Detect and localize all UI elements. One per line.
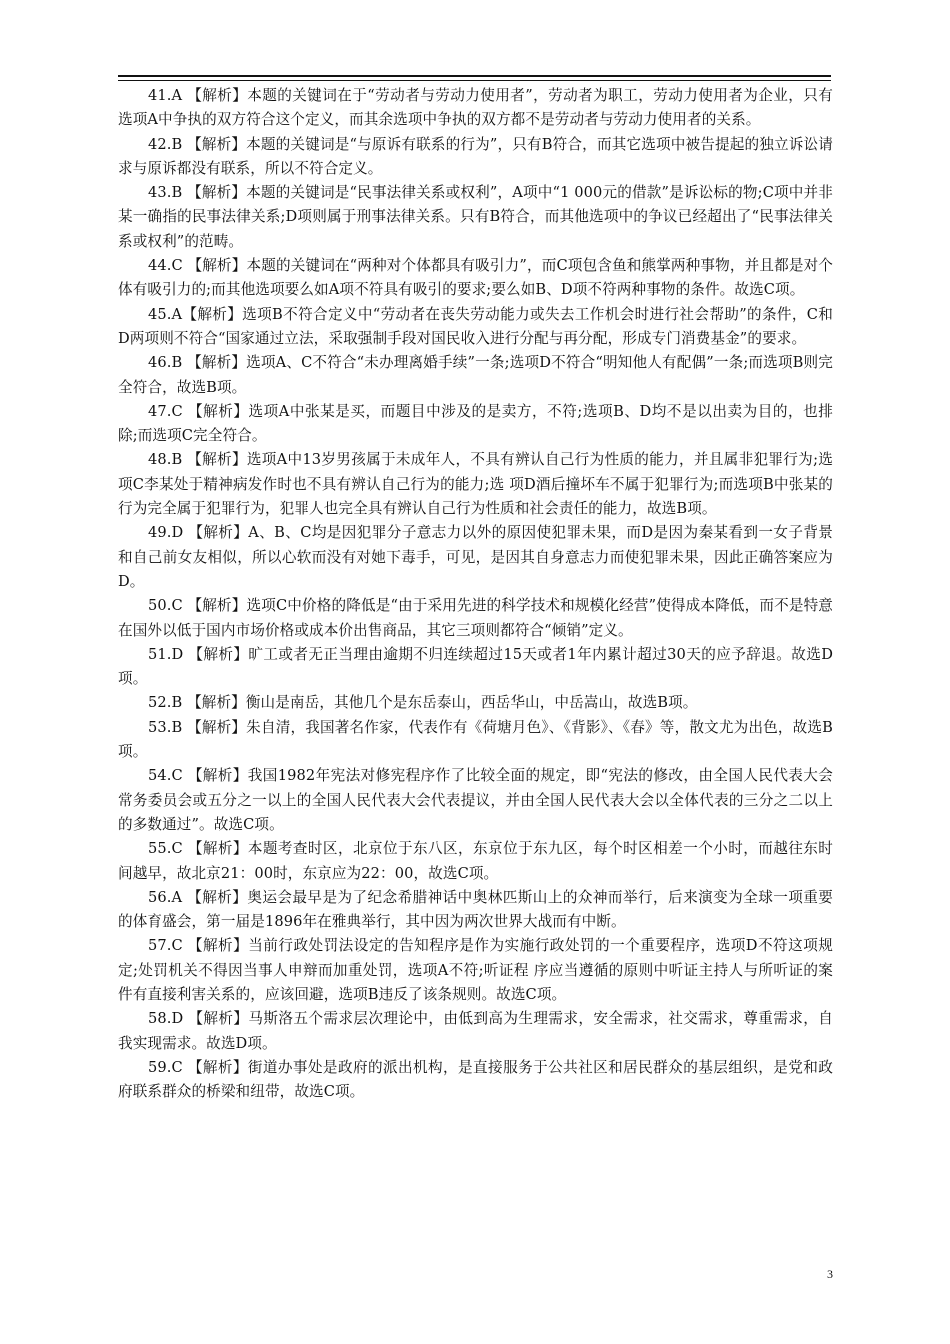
answer-explanations bbox=[118, 84, 833, 1104]
explanation-48: 48.B 【解析】选项A中13岁男孩属于未成年人，不具有辨认自己行为性质的能力，并且属非犯罪行为;选项C李某处于精神病发作时也不具有辨认自己行为的能力;选 项D酒后撞坏车不属于犯罪行为;而选项B中张某的行为完全属于犯罪行为，犯罪人也完全具有辨认自己行为性质和社会责任的能力，故选B项。 bbox=[118, 451, 833, 518]
explanation-49: 49.D 【解析】A、B、C均是因犯罪分子意志力以外的原因使犯罪未果，而D是因为秦某看到一女子背景和自己前女友相似，所以心软而没有对她下毒手，可见，是因其自身意志力而使犯罪未果，因此正确答案应为D。 bbox=[118, 524, 833, 590]
explanation-52: 52.B 【解析】衡山是南岳，其他几个是东岳泰山，西岳华山，中岳嵩山，故选B项。 bbox=[148, 694, 698, 712]
explanation-53: 53.B 【解析】朱自清，我国著名作家，代表作有《荷塘月色》、《背影》、《春》等，散文尤为出色，故选B项。 bbox=[118, 718, 833, 761]
explanation-57: 57.C 【解析】当前行政处罚法设定的告知程序是作为实施行政处罚的一个重要程序，选项D不符这项规定;处罚机关不得因当事人申辩而加重处罚，选项A不符;听证程 序应当遵循的原则中听证主持人与所听证的案件有直接利害关系的，应该回避，选项B违反了该条规则。故选C项。 bbox=[118, 937, 833, 1003]
explanation-47: 47.C 【解析】选项A中张某是买，而题目中涉及的是卖方，不符;选项B、D均不是以出卖为目的，也排除;而选项C完全符合。 bbox=[118, 402, 833, 445]
explanation-41: 41.A 【解析】本题的关键词在于“劳动者与劳动力使用者”，劳动者为职工，劳动力使用者为企业，只有选项A中争执的双方符合这个定义，而其余选项中争执的双方都不是劳动者与劳动力使用者的关系。 bbox=[118, 87, 833, 129]
explanation-45: 45.A【解析】选项B不符合定义中“劳动者在丧失劳动能力或失去工作机会时进行社会帮助”的条件，C和D两项则不符合“国家通过立法，采取强制手段对国民收入进行分配与再分配，形成专门消费基金”的要求。 bbox=[118, 305, 833, 347]
explanation-59: 59.C 【解析】街道办事处是政府的派出机构，是直接服务于公共社区和居民群众的基层组织，是党和政府联系群众的桥梁和纽带，故选C项。 bbox=[118, 1058, 833, 1101]
explanation-50: 50.C 【解析】选项C中价格的降低是“由于采用先进的科学技术和规模化经营”使得成本降低，而不是特意在国外以低于国内市场价格或成本价出售商品，其它三项则都符合“倾销”定义。 bbox=[118, 597, 833, 639]
header-rule-thin bbox=[118, 80, 831, 81]
page-number: 3 bbox=[827, 1267, 833, 1281]
explanation-46: 46.B 【解析】选项A、C不符合“未办理离婚手续”一条;选项D不符合“明知他人有配偶”一条;而选项B则完全符合，故选B项。 bbox=[118, 354, 833, 396]
explanation-56: 56.A 【解析】奥运会最早是为了纪念希腊神话中奥林匹斯山上的众神而举行，后来演变为全球一项重要的体育盛会，第一届是1896年在雅典举行，其中因为两次世界大战而有中断。 bbox=[118, 888, 833, 931]
explanation-42: 42.B 【解析】本题的关键词是“与原诉有联系的行为”，只有B符合，而其它选项中被告提起的独立诉讼请求与原诉都没有联系，所以不符合定义。 bbox=[118, 135, 833, 177]
explanation-51: 51.D 【解析】旷工或者无正当理由逾期不归连续超过15天或者1年内累计超过30天的应予辞退。故选D项。 bbox=[118, 645, 833, 688]
explanation-55: 55.C 【解析】本题考查时区，北京位于东八区，东京位于东九区，每个时区相差一个小时，而越往东时间越早，故北京21：00时，东京应为22：00，故选C项。 bbox=[118, 840, 833, 882]
explanation-54: 54.C 【解析】我国1982年宪法对修宪程序作了比较全面的规定，即“宪法的修改，由全国人民代表大会常务委员会或五分之一以上的全国人民代表大会代表提议，并由全国人民代表大会以全体代表的三分之二以上的多数通过”。故选C项。 bbox=[118, 767, 833, 833]
explanation-43: 43.B 【解析】本题的关键词是“民事法律关系或权利”，A项中“1 000元的借款”是诉讼标的物;C项中并非某一确指的民事法律关系;D项则属于刑事法律关系。只有B符合，而其他选项中的争议已经超出了“民事法律关系或权利”的范畴。 bbox=[118, 184, 833, 250]
explanation-58: 58.D 【解析】马斯洛五个需求层次理论中，由低到高为生理需求，安全需求，社交需求，尊重需求，自我实现需求。故选D项。 bbox=[118, 1010, 833, 1052]
explanation-44: 44.C 【解析】本题的关键词在“两种对个体都具有吸引力”，而C项包含鱼和熊掌两种事物，并且都是对个体有吸引力的;而其他选项要么如A项不符具有吸引的要求;要么如B、D项不符两种事物的条件。故选C项。 bbox=[118, 257, 833, 299]
header-rule-thick bbox=[118, 75, 831, 77]
